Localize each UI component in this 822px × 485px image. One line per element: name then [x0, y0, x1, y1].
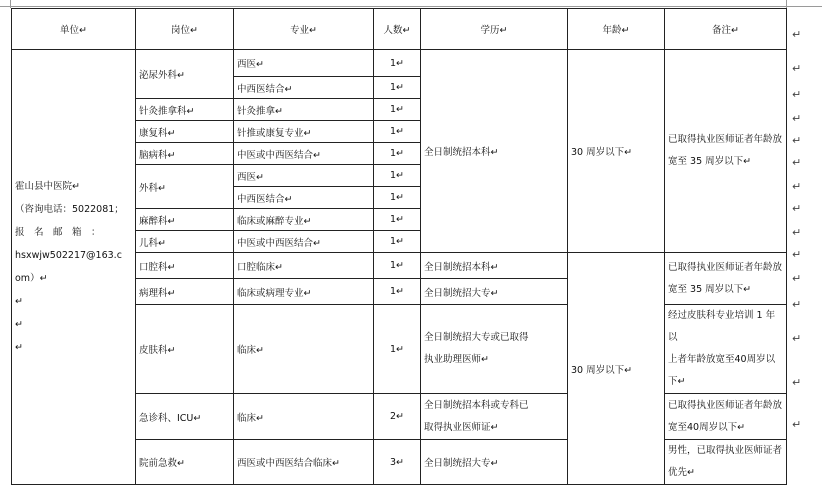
post-cell: 病理科↵ [136, 279, 234, 305]
note-cell [665, 305, 787, 394]
paragraph-mark: ↵ [792, 226, 802, 239]
note-line: 经过皮肤科专业培训 1 年以 [668, 310, 776, 343]
education-line: 执业助理医师↵ [424, 354, 489, 365]
age-cell: 30 周岁以下↵ [568, 253, 665, 485]
note-cell [665, 440, 787, 485]
paragraph-mark: ↵ [792, 134, 802, 147]
paragraph-mark: ↵ [792, 180, 802, 193]
post-cell: 口腔科↵ [136, 253, 234, 279]
major-cell: 临床↵ [234, 394, 374, 440]
education-line: 全日制统招本科或专科已 [424, 399, 529, 411]
major-cell: 西医↵ [234, 50, 374, 77]
education-cell: 全日制统招本科↵ [421, 253, 568, 279]
major-cell: 西医↵ [234, 165, 374, 187]
post-cell: 急诊科、ICU↵ [136, 394, 234, 440]
major-cell: 临床或病理专业↵ [234, 279, 374, 305]
age-cell: 30 周岁以下↵ [568, 50, 665, 253]
paragraph-mark: ↵ [792, 202, 802, 215]
post-cell: 针灸推拿科↵ [136, 99, 234, 121]
paragraph-mark: ↵ [792, 298, 802, 311]
header-unit: 单位↵ [12, 9, 136, 50]
recruitment-table [11, 8, 787, 485]
count-cell: 1↵ [374, 121, 421, 143]
unit-name: 霍山县中医院↵ [15, 181, 80, 192]
paragraph-mark: ↵ [792, 88, 802, 101]
post-cell: 儿科↵ [136, 231, 234, 253]
count-cell: 1↵ [374, 279, 421, 305]
paragraph-mark: ↵ [792, 112, 802, 125]
education-cell: 全日制统招本科↵ [421, 50, 568, 253]
paragraph-marks-column [792, 0, 822, 447]
paragraph-mark: ↵ [792, 376, 802, 389]
note-line: 已取得执业医师证者年龄放 [668, 399, 783, 411]
education-cell [421, 305, 568, 394]
count-cell: 1↵ [374, 187, 421, 209]
paragraph-mark: ↵ [792, 272, 802, 285]
note-line: 宽至 35 周岁以下↵ [668, 156, 752, 167]
unit-phone: （咨询电话：5022081； [15, 204, 124, 215]
count-cell: 1↵ [374, 305, 421, 394]
header-row [12, 9, 787, 50]
paragraph-mark: ↵ [15, 342, 23, 353]
note-cell [665, 253, 787, 305]
count-cell: 1↵ [374, 231, 421, 253]
page-top-rule [0, 6, 822, 7]
header-note: 备注↵ [665, 9, 787, 50]
major-cell: 口腔临床↵ [234, 253, 374, 279]
education-cell: 全日制统招大专↵ [421, 440, 568, 485]
unit-email-label: 报 名 邮 箱 ： [15, 227, 101, 238]
major-cell: 西医或中西医结合临床↵ [234, 440, 374, 485]
paragraph-mark: ↵ [792, 156, 802, 169]
count-cell: 1↵ [374, 209, 421, 231]
major-cell: 中西医结合↵ [234, 187, 374, 209]
unit-email: hsxwjw502217@163.c [15, 250, 122, 261]
note-line: 宽至40周岁以下↵ [668, 421, 746, 433]
count-cell: 1↵ [374, 143, 421, 165]
note-line: 优先↵ [668, 467, 695, 478]
unit-cell [12, 50, 136, 485]
margin-corner-right [786, 0, 787, 8]
header-count: 人数↵ [374, 9, 421, 50]
count-cell: 2↵ [374, 394, 421, 440]
education-line: 全日制统招大专或已取得 [424, 332, 529, 343]
paragraph-mark: ↵ [792, 418, 802, 431]
paragraph-mark: ↵ [792, 62, 802, 75]
count-cell: 1↵ [374, 50, 421, 77]
paragraph-mark: ↵ [792, 248, 802, 261]
count-cell: 1↵ [374, 99, 421, 121]
header-education: 学历↵ [421, 9, 568, 50]
major-cell: 临床↵ [234, 305, 374, 394]
major-cell: 临床或麻醉专业↵ [234, 209, 374, 231]
note-line: 宽至 35 周岁以下↵ [668, 283, 752, 295]
paragraph-mark: ↵ [792, 28, 802, 41]
post-cell: 院前急救↵ [136, 440, 234, 485]
header-age: 年龄↵ [568, 9, 665, 50]
note-line: 已取得执业医师证者年龄放 [668, 134, 783, 145]
count-cell: 1↵ [374, 165, 421, 187]
major-cell: 针灸推拿↵ [234, 99, 374, 121]
count-cell: 3↵ [374, 440, 421, 485]
count-cell: 1↵ [374, 77, 421, 99]
major-cell: 中医或中西医结合↵ [234, 143, 374, 165]
major-cell: 中医或中西医结合↵ [234, 231, 374, 253]
paragraph-mark: ↵ [15, 296, 23, 307]
margin-corner-left [10, 0, 11, 8]
paragraph-mark: ↵ [792, 332, 802, 345]
note-line: 男性，已取得执业医师证者 [668, 445, 783, 456]
count-cell: 1↵ [374, 253, 421, 279]
major-cell: 中西医结合↵ [234, 77, 374, 99]
post-cell: 康复科↵ [136, 121, 234, 143]
note-cell [665, 50, 787, 253]
header-major: 专业↵ [234, 9, 374, 50]
unit-email-end: om）↵ [15, 273, 48, 284]
post-cell: 泌尿外科↵ [136, 50, 234, 99]
post-cell: 麻醉科↵ [136, 209, 234, 231]
major-cell: 针推或康复专业↵ [234, 121, 374, 143]
post-cell: 脑病科↵ [136, 143, 234, 165]
note-line: 上者年龄放宽至40周岁以下↵ [668, 354, 776, 387]
post-cell: 外科↵ [136, 165, 234, 209]
education-line: 取得执业医师证↵ [424, 421, 499, 433]
post-cell: 皮肤科↵ [136, 305, 234, 394]
education-cell: 全日制统招大专↵ [421, 279, 568, 305]
note-line: 已取得执业医师证者年龄放 [668, 261, 783, 273]
education-cell [421, 394, 568, 440]
note-cell [665, 394, 787, 440]
paragraph-mark: ↵ [15, 319, 23, 330]
header-post: 岗位↵ [136, 9, 234, 50]
table-row [12, 50, 787, 77]
